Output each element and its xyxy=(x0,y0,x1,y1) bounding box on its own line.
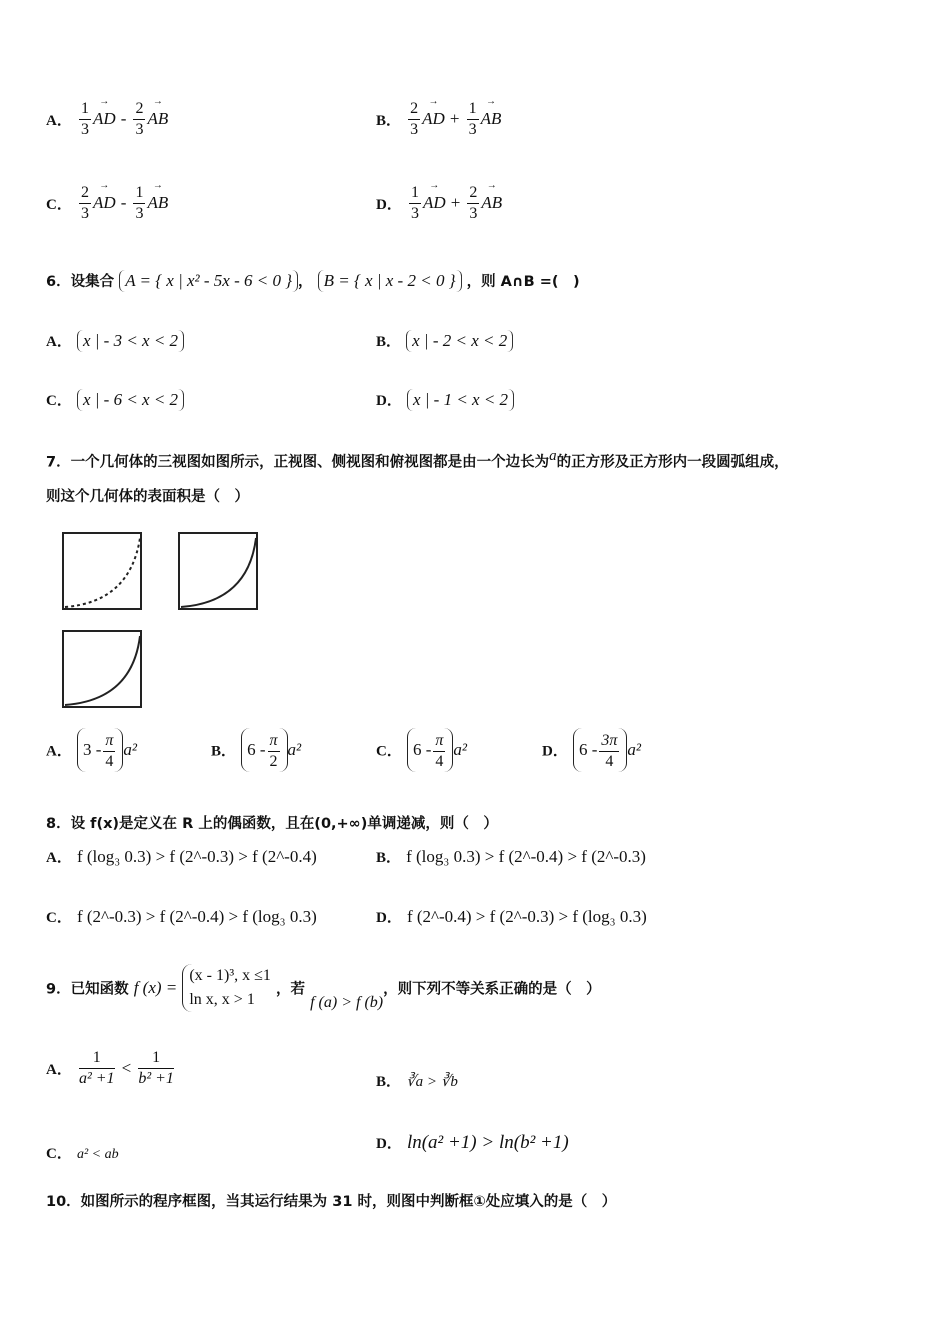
three-view-figure xyxy=(60,530,265,712)
q8-option-c: C． f (2^-0.3) > f (2^-0.4) > f (log₃ 0.3) xyxy=(46,907,317,926)
side-view xyxy=(179,533,257,609)
q6-option-b: B． x | - 2 < x < 2 xyxy=(376,330,513,352)
q9-option-d: D． ln(a² +1) > ln(b² +1) xyxy=(376,1132,569,1153)
q10-stem: 10．如图所示的程序框图，当其运行结果为 31 时，则图中判断框①处应填入的是（ ） xyxy=(46,1194,617,1210)
q9-option-b: B． ∛a > ∛b xyxy=(376,1074,458,1090)
q6-option-c: C． x | - 6 < x < 2 xyxy=(46,389,184,411)
q9-option-a: A． $\frac{1}{\text{a² +1}}$ < $\frac{1}{\text{b² +1}}$ xyxy=(46,1049,174,1087)
top-view xyxy=(63,631,141,707)
q7-stem-line1: 7．一个几何体的三视图如图所示，正视图、侧视图和俯视图都是由一个边长为a的正方形及正方形内一段圆弧组成， xyxy=(46,448,789,471)
q5-option-d: D． $\frac{1}{3}$ → AD + $\frac{2}{3}$ → AB xyxy=(376,183,502,224)
piecewise-brace: (x - 1)³, x ≤1 ln x, x > 1 xyxy=(182,964,271,1012)
q7-option-b: B． 6 - $\frac{\pi}{2}$ a² xyxy=(211,728,301,772)
q8-option-b: B． f (log₃ 0.3) > f (2^-0.4) > f (2^-0.3) xyxy=(376,847,646,866)
q5-option-b: B． $\frac{2}{3}$ → AD + $\frac{1}{3}$ → AB xyxy=(376,99,501,140)
q8-option-a: A． f (log₃ 0.3) > f (2^-0.3) > f (2^-0.4) xyxy=(46,847,317,866)
q5-option-c: C． $\frac{2}{3}$ → AD - $\frac{1}{3}$ → AB xyxy=(46,183,168,224)
q7-stem-line2: 则这个几何体的表面积是（ ） xyxy=(46,489,249,505)
q6-option-d: D． x | - 1 < x < 2 xyxy=(376,389,514,411)
q5-option-a: A． $\frac{1}{3}$ → AD - $\frac{2}{3}$ → AB xyxy=(46,99,168,140)
front-view xyxy=(63,533,141,609)
q6-stem: 6．设集合 A = { x | x² - 5x - 6 < 0 } ， B = { x | x - 2 < 0 } ，则 A∩B =( ) xyxy=(46,271,580,290)
q7-option-a: A． 3 - $\frac{\pi}{4}$ a² xyxy=(46,728,137,772)
q6-option-a: A． x | - 3 < x < 2 xyxy=(46,330,184,352)
q7-option-d: D． 6 - $\frac{3\pi}{4}$ a² xyxy=(542,728,641,772)
option-label: A． xyxy=(46,113,72,129)
q9-stem: 9．已知函数 f (x) = (x - 1)³, x ≤1 ln x, x > 1 ，若 f (a) > f (b)，则下列不等关系正确的是（ ） xyxy=(46,964,601,1012)
q8-stem: 8．设 f(x)是定义在 R 上的偶函数，且在(0,+∞)单调递减，则（ ） xyxy=(46,816,498,832)
q7-option-c: C． 6 - $\frac{\pi}{4}$ a² xyxy=(376,728,467,772)
q8-option-d: D． f (2^-0.4) > f (2^-0.3) > f (log₃ 0.3) xyxy=(376,907,647,926)
q9-option-c: C． a² < ab xyxy=(46,1146,119,1162)
